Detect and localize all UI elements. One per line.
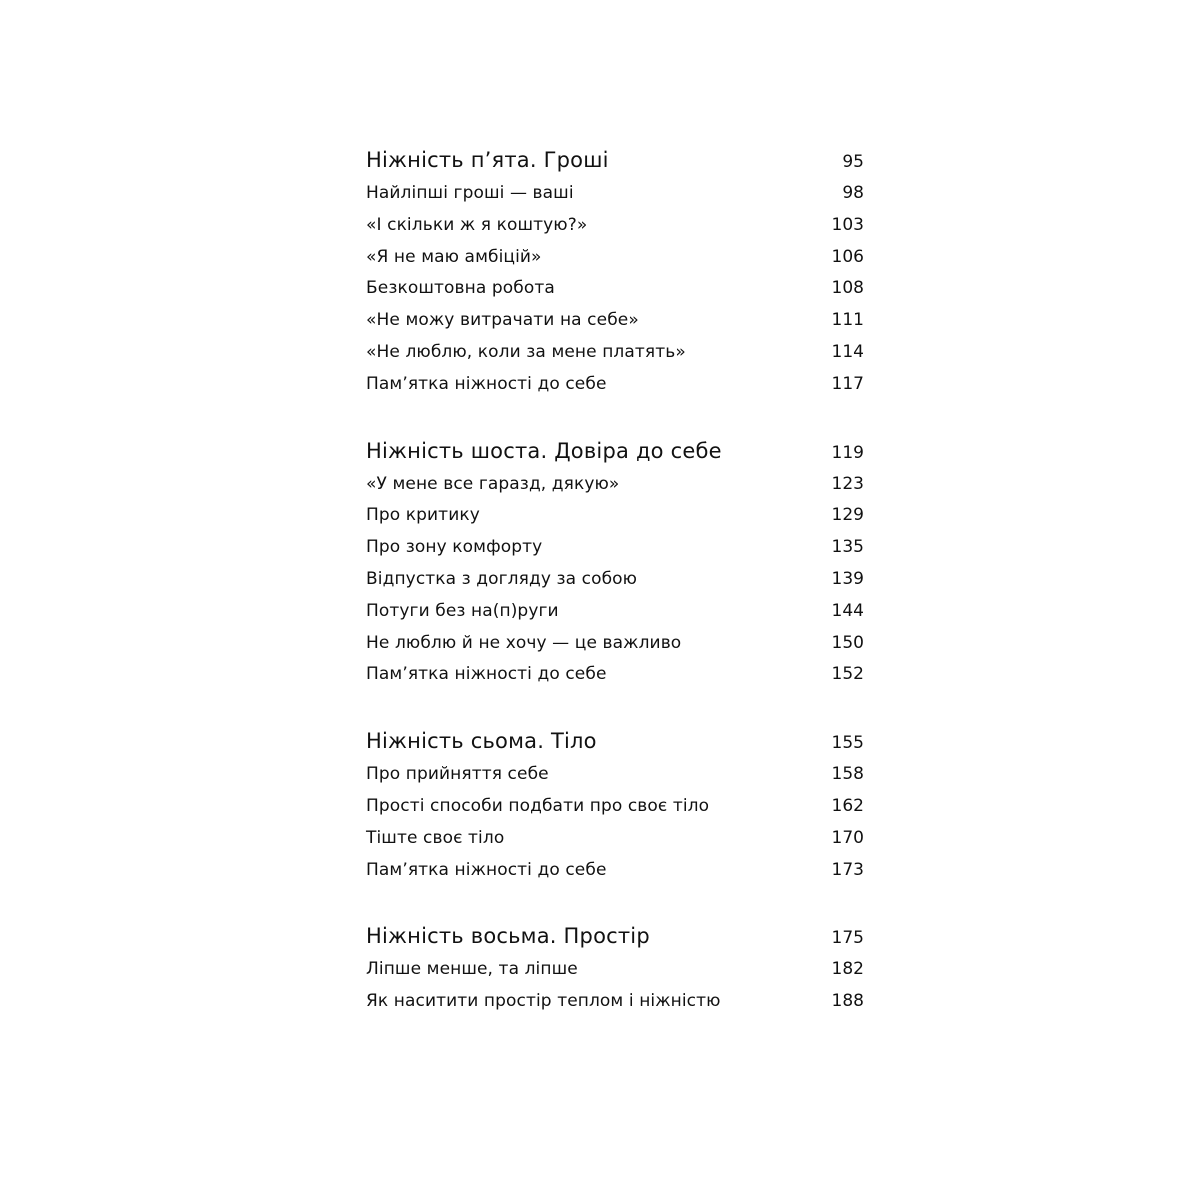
entry-title: Відпустка з догляду за собою	[366, 568, 638, 589]
toc-entry	[366, 242, 864, 274]
toc-section-6	[366, 433, 864, 692]
entry-page-number: 106	[831, 246, 864, 267]
toc-entry	[366, 823, 864, 855]
toc-entry	[366, 759, 864, 791]
section-page-number: 175	[831, 928, 864, 949]
entry-page-number: 188	[831, 991, 864, 1012]
toc-entry	[366, 273, 864, 305]
entry-title: Пам’ятка ніжності до себе	[366, 373, 607, 394]
entry-title: Як наситити простір теплом і ніжністю	[366, 991, 721, 1012]
section-title: Ніжність п’ята. Гроші	[366, 148, 609, 172]
entry-page-number: 135	[831, 537, 864, 558]
section-page-number: 95	[842, 152, 864, 172]
entry-title: Потуги без на(п)руги	[366, 600, 559, 621]
entry-page-number: 170	[831, 827, 864, 848]
entry-title: Про критику	[366, 505, 480, 526]
toc-section-7	[366, 723, 864, 886]
entry-title: Пам’ятка ніжності до себе	[366, 859, 607, 880]
entry-page-number: 144	[831, 600, 864, 621]
entry-title: Безкоштовна робота	[366, 278, 555, 299]
toc-entry	[366, 954, 864, 986]
entry-title: «Не можу витрачати на себе»	[366, 310, 639, 331]
toc-section-heading	[366, 142, 864, 178]
toc-entry	[366, 178, 864, 210]
entry-page-number: 123	[831, 473, 864, 494]
toc-entry	[366, 659, 864, 691]
entry-title: «І скільки ж я коштую?»	[366, 214, 588, 235]
toc-entry	[366, 210, 864, 242]
entry-title: Пам’ятка ніжності до себе	[366, 664, 607, 685]
section-title: Ніжність восьма. Простір	[366, 924, 650, 949]
entry-page-number: 162	[831, 795, 864, 816]
section-title: Ніжність шоста. Довіра до себе	[366, 438, 722, 463]
entry-title: «У мене все гаразд, дякую»	[366, 473, 620, 494]
entry-page-number: 114	[831, 341, 864, 362]
entry-title: Тіште своє тіло	[366, 827, 505, 848]
toc-entry	[366, 855, 864, 887]
entry-page-number: 103	[831, 214, 864, 235]
entry-page-number: 111	[831, 310, 864, 331]
entry-page-number: 129	[831, 505, 864, 526]
entry-title: «Я не маю амбіцій»	[366, 246, 542, 267]
toc-entry	[366, 337, 864, 369]
toc-entry	[366, 305, 864, 337]
entry-page-number: 152	[831, 664, 864, 685]
toc-section-8	[366, 918, 864, 1018]
entry-page-number: 98	[842, 183, 864, 203]
entry-title: Найліпші гроші — ваші	[366, 183, 574, 203]
section-title: Ніжність сьома. Тіло	[366, 729, 597, 754]
toc-entry	[366, 628, 864, 660]
toc-section-heading	[366, 723, 864, 759]
entry-title: «Не люблю, коли за мене платять»	[366, 341, 686, 362]
toc-section-5	[366, 142, 864, 401]
toc-section-heading	[366, 433, 864, 469]
entry-page-number: 158	[831, 764, 864, 785]
toc-entry	[366, 596, 864, 628]
entry-page-number: 139	[831, 568, 864, 589]
entry-page-number: 173	[831, 859, 864, 880]
entry-page-number: 182	[831, 959, 864, 980]
entry-title: Ліпше менше, та ліпше	[366, 959, 578, 980]
toc-entry	[366, 469, 864, 501]
toc-entry	[366, 532, 864, 564]
entry-page-number: 108	[831, 278, 864, 299]
entry-page-number: 117	[831, 373, 864, 394]
toc-entry	[366, 369, 864, 401]
entry-title: Про зону комфорту	[366, 537, 543, 558]
section-page-number: 155	[831, 733, 864, 754]
toc-section-heading	[366, 918, 864, 954]
table-of-contents	[366, 142, 864, 1050]
toc-entry	[366, 791, 864, 823]
entry-title: Про прийняття себе	[366, 764, 549, 785]
entry-title: Не люблю й не хочу — це важливо	[366, 632, 682, 653]
toc-entry	[366, 986, 864, 1018]
toc-entry	[366, 564, 864, 596]
entry-title: Прості способи подбати про своє тіло	[366, 795, 710, 816]
section-page-number: 119	[831, 442, 864, 463]
toc-entry	[366, 500, 864, 532]
entry-page-number: 150	[831, 632, 864, 653]
